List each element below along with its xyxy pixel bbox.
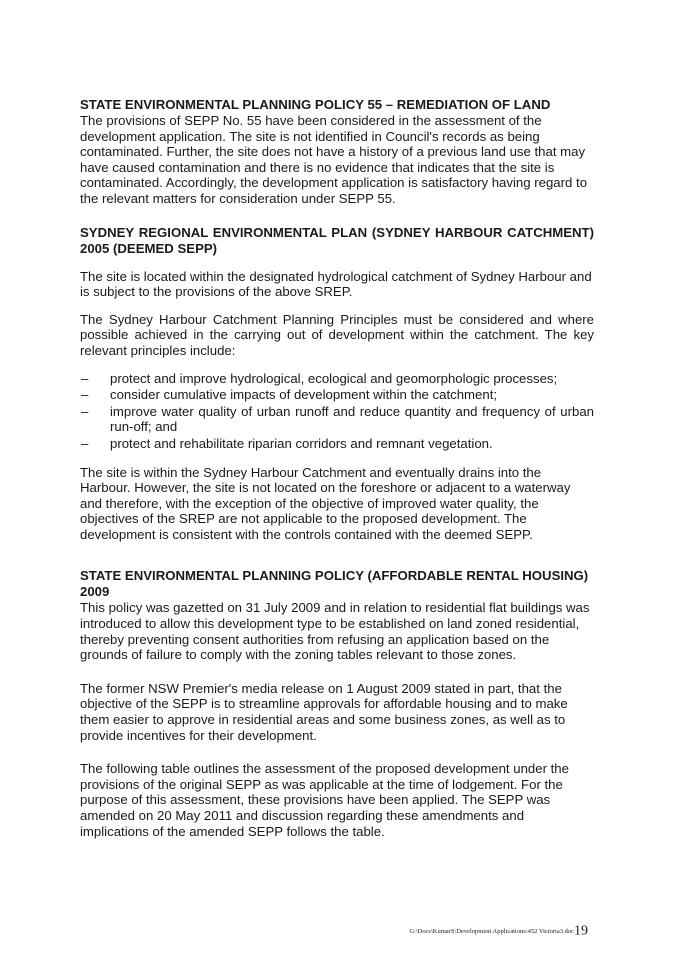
page-number: 19	[574, 923, 588, 939]
paragraph: The Sydney Harbour Catchment Planning Principles must be considered and where possible achieved in the carrying out of development within the catchment. The key relevant principles include:	[80, 311, 594, 358]
page-footer	[409, 922, 588, 940]
bullet-dash: –	[81, 403, 89, 419]
file-path: G:\Docs\KumarS\Development Applications\452 Victoria3.doc	[409, 927, 574, 935]
paragraph: The site is located within the designated hydrological catchment of Sydney Harbour and is subject to the provisions of the above SREP.	[80, 268, 592, 300]
section-heading: SYDNEY REGIONAL ENVIRONMENTAL PLAN (SYDNEY HARBOUR CATCHMENT) 2005 (DEEMED SEPP)	[80, 224, 594, 256]
paragraph: The site is within the Sydney Harbour Catchment and eventually drains into the Harbour. However, the site is not located on the foreshore or adjacent to a waterway and therefore, with the exception of the objective of improved water quality, the objectives of the SREP are not applicable to the proposed development. The development is consistent with the controls contained with the deemed SEPP.	[80, 464, 571, 542]
bullet-dash: –	[81, 387, 89, 403]
section-heading: STATE ENVIRONMENTAL PLANNING POLICY 55 – REMEDIATION OF LAND	[80, 97, 551, 112]
section-heading: STATE ENVIRONMENTAL PLANNING POLICY (AFFORDABLE RENTAL HOUSING) 2009	[80, 568, 589, 600]
paragraph: The following table outlines the assessment of the proposed development under the provisions of the original SEPP as was applicable at the time of lodgement. For the purpose of this assessment, these provisions have been applied. The SEPP was amended on 20 May 2011 and discussion regarding these amendments and implications of the amended SEPP follows the table.	[80, 761, 569, 839]
bullet-dash: –	[81, 435, 89, 451]
section-sepp-55	[80, 97, 594, 207]
principles-list	[80, 371, 594, 452]
list-item-text: protect and improve hydrological, ecological and geomorphologic processes;	[110, 370, 558, 386]
paragraph: The former NSW Premier's media release on 1 August 2009 stated in part, that the objective of the SEPP is to streamline approvals for affordable housing and to make them easier to approve in residential areas and some business zones, as well as to provide incentives for their development.	[80, 680, 568, 743]
bullet-dash: –	[81, 370, 89, 386]
section-srep-sydney-harbour	[80, 225, 594, 543]
list-item	[80, 436, 594, 452]
section-sepp-affordable-rental-housing	[80, 568, 594, 839]
list-item-text: improve water quality of urban runoff and reduce quantity and frequency of urban run-off; and	[110, 403, 594, 435]
list-item	[80, 387, 594, 403]
list-item-text: consider cumulative impacts of development within the catchment;	[110, 387, 498, 403]
list-item-text: protect and rehabilitate riparian corridors and remnant vegetation.	[110, 435, 493, 451]
list-item	[80, 404, 594, 435]
paragraph: The provisions of SEPP No. 55 have been considered in the assessment of the development application. The site is not identified in Council's records as being contaminated. Further, the site does not have a history of a previous land use that may have caused contamination and there is no evidence that indicates that the site is contaminated. Accordingly, the development application is satisfactory having regard to the relevant matters for consideration under SEPP 55.	[80, 113, 588, 206]
paragraph: This policy was gazetted on 31 July 2009 and in relation to residential flat buildings was introduced to allow this development type to be established on land zoned residential, thereby preventing consent authorities from refusing an application based on the grounds of failure to comply with the zoning tables relevant to those zones.	[80, 600, 590, 663]
list-item	[80, 371, 594, 387]
document-page	[80, 97, 594, 839]
